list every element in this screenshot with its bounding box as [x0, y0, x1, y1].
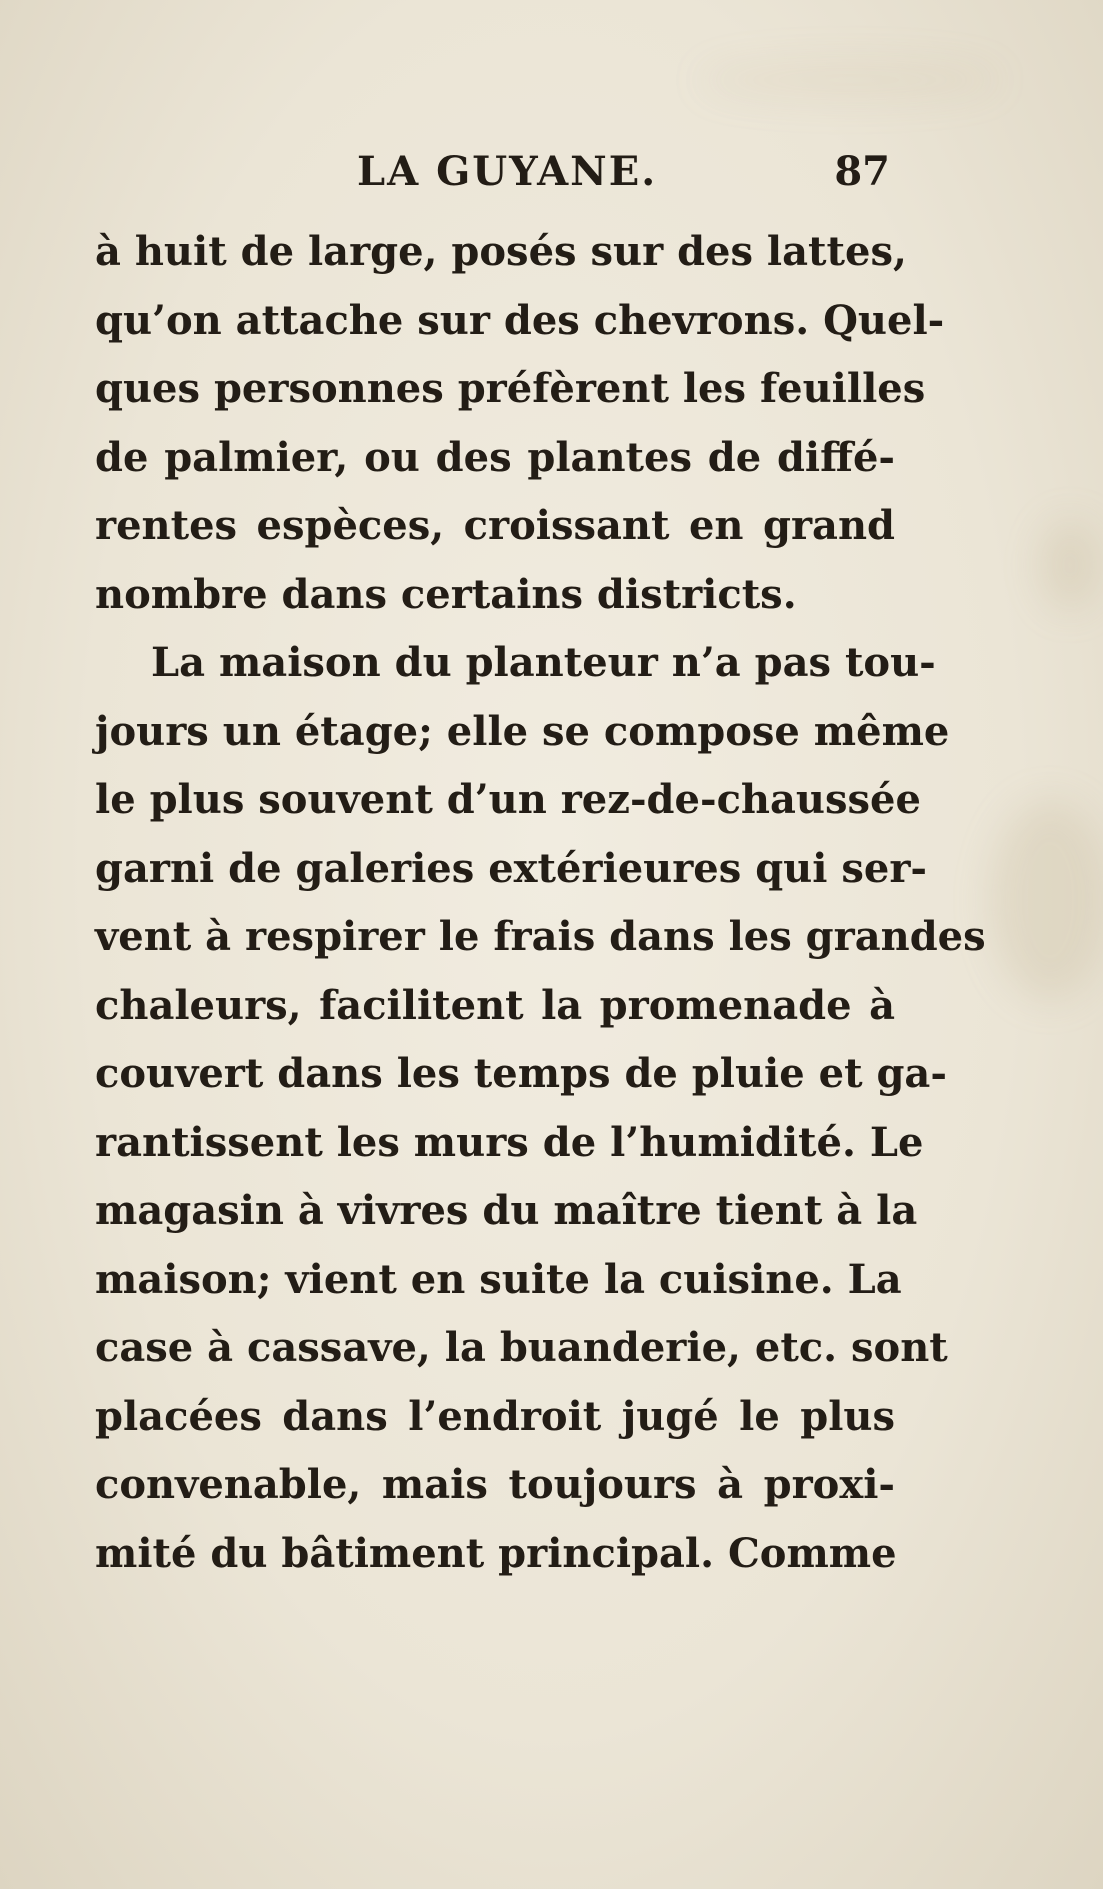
text-line: magasin à vivres du maître tient à la: [95, 1187, 918, 1234]
text-line: qu’on attache sur des chevrons. Quel-: [95, 296, 945, 344]
text-line: vent à respirer le frais dans les grandes: [95, 913, 986, 960]
text-line: convenable, mais toujours à proxi-: [95, 1461, 895, 1508]
text-line: maison; vient en suite la cuisine. La: [95, 1255, 902, 1303]
text-line: rantissent les murs de l’humidité. Le: [95, 1118, 924, 1166]
text-line: garni de galeries extérieures qui ser-: [95, 844, 928, 892]
text-line: placées dans l’endroit jugé le plus: [95, 1392, 895, 1440]
text-line: rentes espèces, croissant en grand: [95, 502, 895, 549]
text-line: le plus souvent d’un rez-de-chaussée: [95, 776, 921, 823]
body-text: [95, 218, 986, 1588]
text-line: ques personnes préfèrent les feuilles: [95, 365, 926, 412]
paper-stain: [990, 800, 1103, 1000]
paper-stain: [1040, 520, 1100, 610]
text-line: à huit de large, posés sur des lattes,: [95, 228, 907, 275]
page-header: [95, 148, 895, 208]
text-line: couvert dans les temps de pluie et ga-: [95, 1050, 947, 1097]
page-number: 87: [834, 148, 890, 195]
text-line: de palmier, ou des plantes de diffé-: [95, 433, 895, 481]
text-line: La maison du planteur n’a pas tou-: [151, 639, 936, 686]
text-line: case à cassave, la buanderie, etc. sont: [95, 1324, 948, 1371]
text-line: nombre dans certains districts.: [95, 570, 797, 618]
running-title: LA GUYANE.: [357, 148, 658, 195]
text-line: mité du bâtiment principal. Comme: [95, 1529, 897, 1577]
text-line: jours un étage; elle se compose même: [95, 707, 950, 755]
paper-stain: [700, 60, 1000, 100]
text-line: chaleurs, facilitent la promenade à: [95, 981, 895, 1029]
